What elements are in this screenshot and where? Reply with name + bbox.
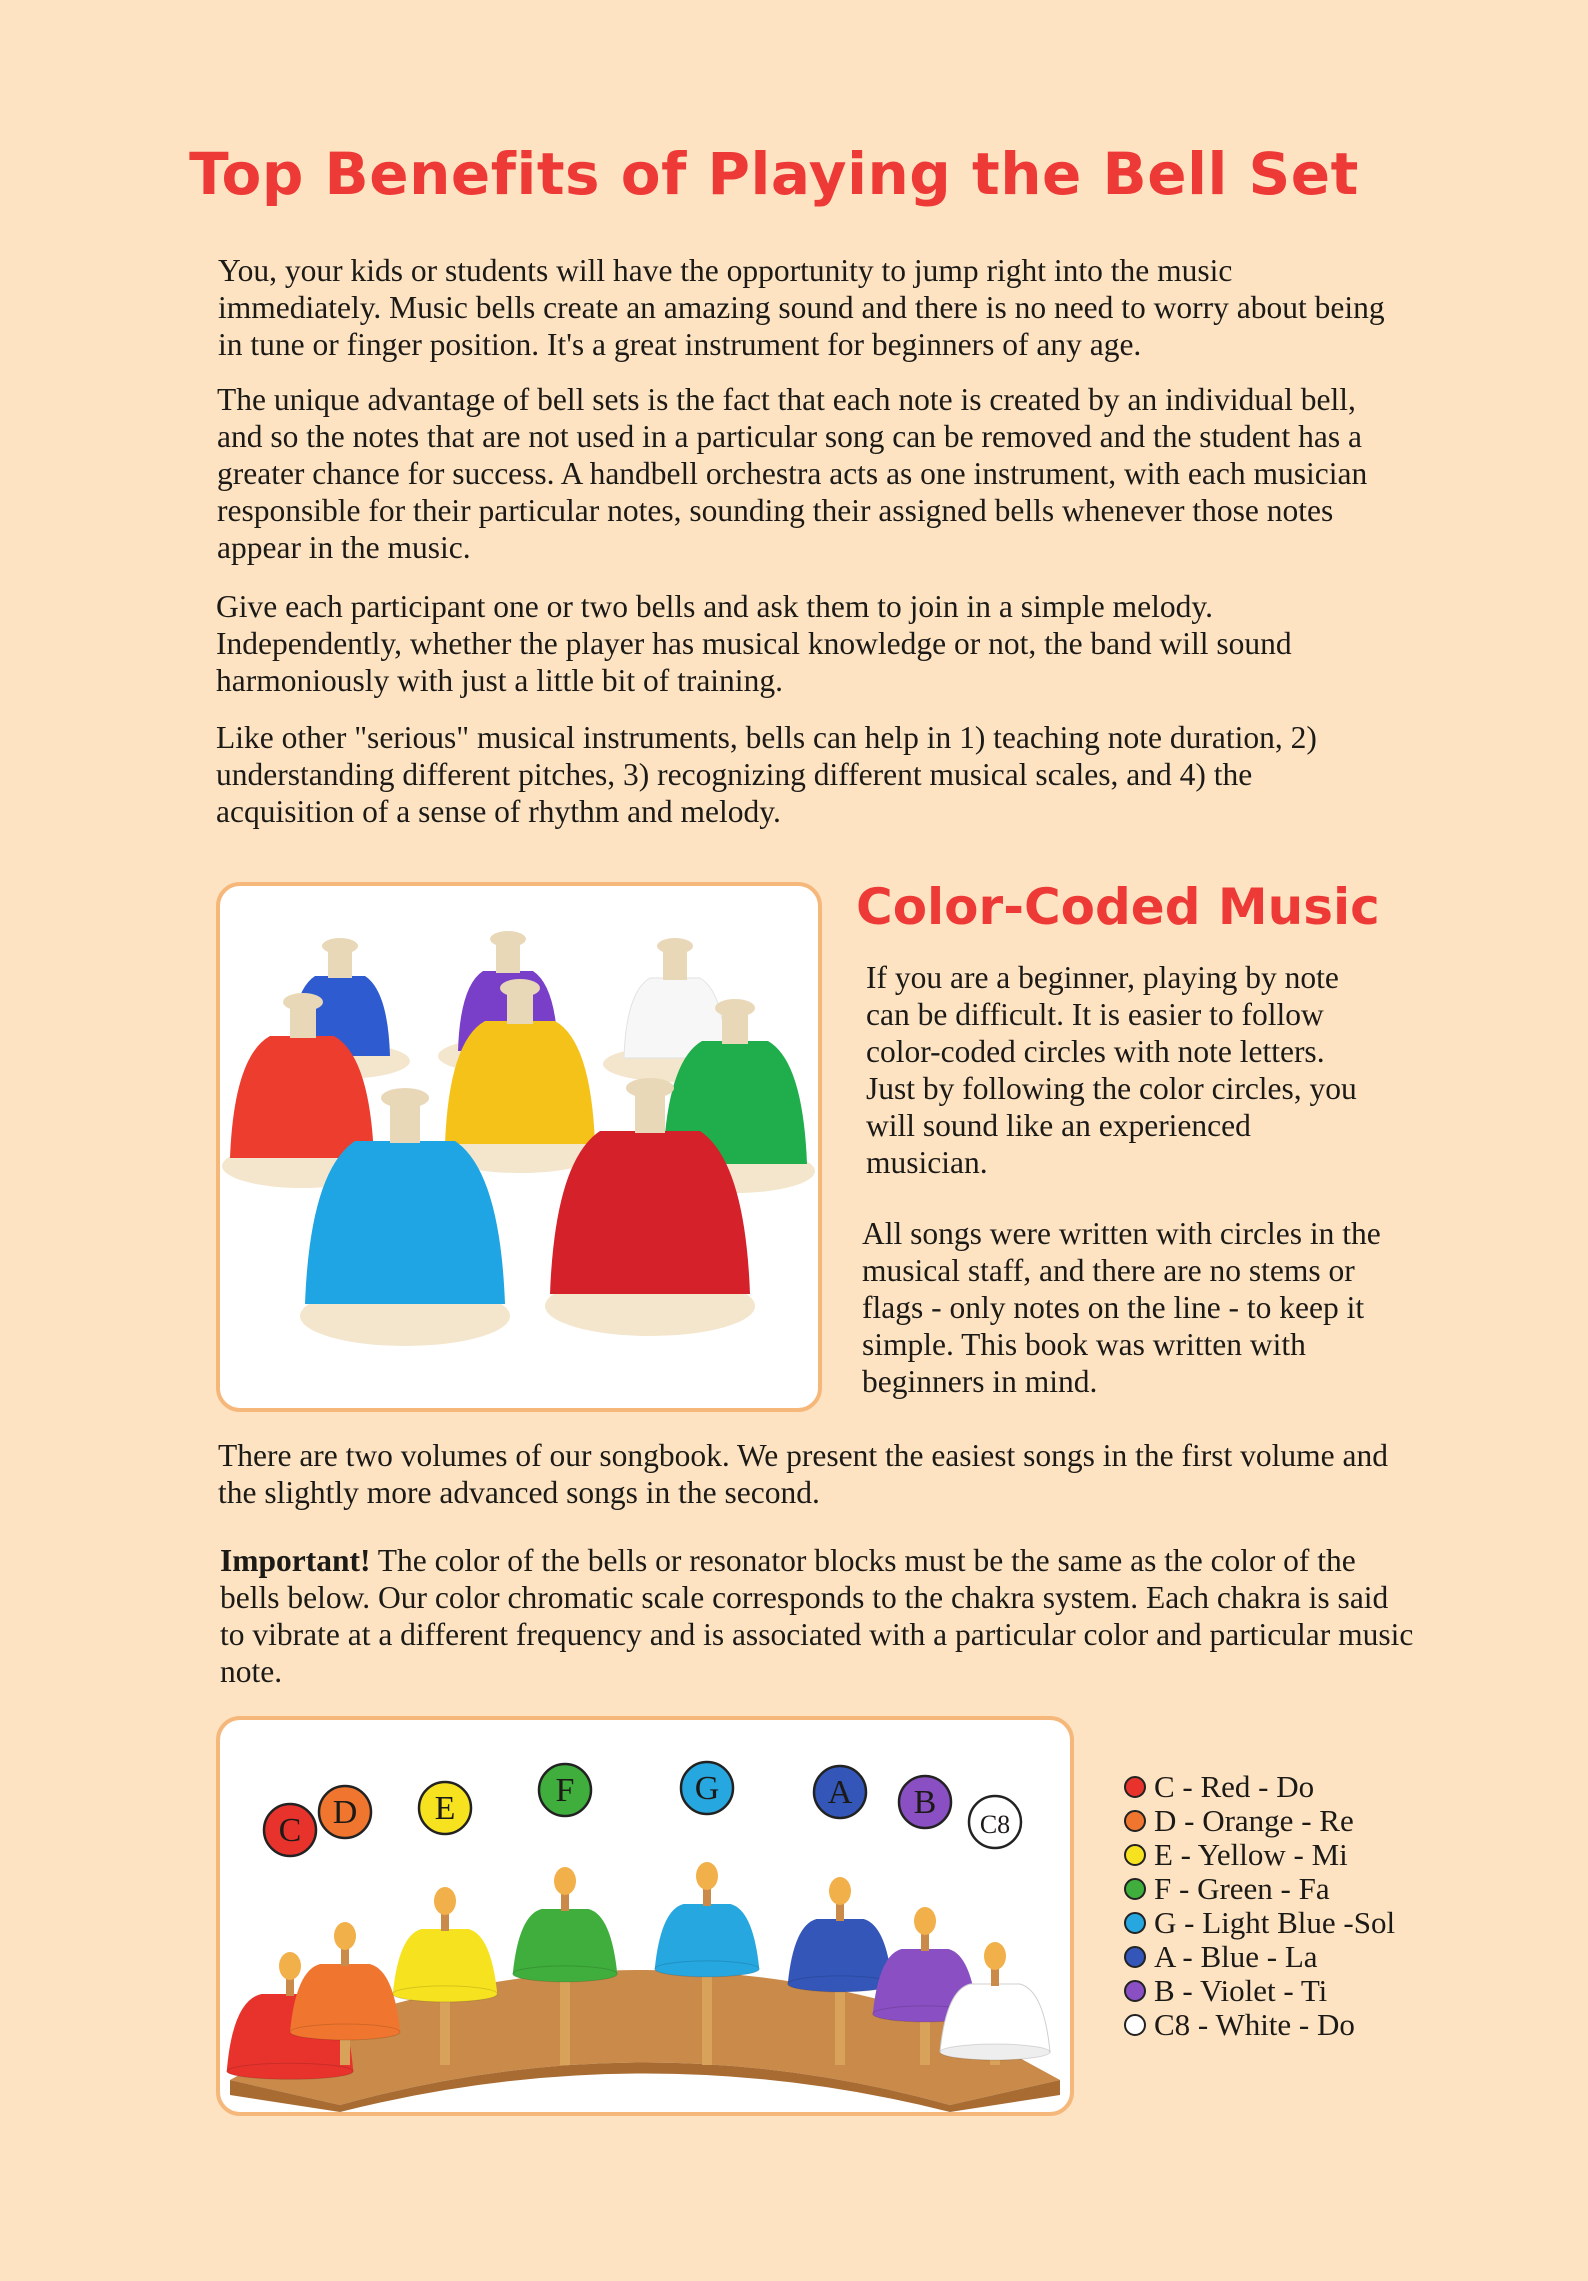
legend-item <box>1124 1770 1395 1804</box>
note-letter: C <box>278 1812 302 1849</box>
participants-paragraph: Give each participant one or two bells and ask them to join in a simple melody. Independently, whether the player has musical knowledge or not, the band will sound harmoniously with just a little bit of training. <box>216 589 1292 698</box>
legend-label: F - Green - Fa <box>1154 1871 1330 1906</box>
legend-item <box>1124 1872 1395 1906</box>
advantage-paragraph: The unique advantage of bell sets is the fact that each note is created by an individual bell, and so the notes that are not used in a particular song can be removed and the student has a greater chance for success. A handbell orchestra acts as one instrument, with each musician responsible for their particular notes, sounding their assigned bells whenever those notes appear in the music. <box>217 382 1368 565</box>
legend-item <box>1124 1838 1395 1872</box>
color-dot-icon <box>1124 1912 1146 1934</box>
legend-label: D - Orange - Re <box>1154 1803 1354 1838</box>
note-letter: C8 <box>979 1810 1011 1839</box>
legend-item <box>1124 2008 1395 2042</box>
handbells-illustration <box>220 1720 1070 2112</box>
important-paragraph <box>220 1542 1420 1690</box>
color-dot-icon <box>1124 1844 1146 1866</box>
color-dot-icon <box>1124 1878 1146 1900</box>
desk-bells-photo <box>216 882 822 1412</box>
legend-label: B - Violet - Ti <box>1154 1973 1328 2008</box>
section-title: Color-Coded Music <box>856 878 1380 936</box>
legend-label: A - Blue - La <box>1154 1939 1318 1974</box>
note-letter: G <box>694 1770 720 1807</box>
legend-label: C8 - White - Do <box>1154 2007 1355 2042</box>
legend-label: G - Light Blue -Sol <box>1154 1905 1396 1940</box>
color-dot-icon <box>1124 1776 1146 1798</box>
note-letter: E <box>434 1790 456 1827</box>
legend-label: E - Yellow - Mi <box>1154 1837 1348 1872</box>
color-dot-icon <box>1124 2014 1146 2036</box>
page-title: Top Benefits of Playing the Bell Set <box>189 140 1359 208</box>
legend-item <box>1124 1940 1395 1974</box>
desk-bells-illustration <box>220 886 818 1408</box>
handbells-photo <box>216 1716 1074 2116</box>
note-letter: A <box>827 1774 853 1811</box>
note-letter: D <box>332 1794 358 1831</box>
color-dot-icon <box>1124 1946 1146 1968</box>
legend-item <box>1124 1974 1395 2008</box>
staff-paragraph: All songs were written with circles in the musical staff, and there are no stems or flags - only notes on the line - to keep it simple. This book was written with beginners in mind. <box>862 1216 1381 1399</box>
color-dot-icon <box>1124 1980 1146 2002</box>
legend-item <box>1124 1804 1395 1838</box>
volumes-paragraph: There are two volumes of our songbook. We present the easiest songs in the first volume and the slightly more advanced songs in the second. <box>218 1438 1388 1510</box>
important-label: Important! <box>220 1543 371 1578</box>
beginner-paragraph: If you are a beginner, playing by note can be difficult. It is easier to follow color-coded circles with note letters. Just by following the color circles, you will sound like an experienced musician. <box>866 960 1357 1180</box>
important-text: The color of the bells or resonator blocks must be the same as the color of the bells below. Our color chromatic scale corresponds to the chakra system. Each chakra is said to vibrate at a different frequency and is associated with a particular color and particular music note. <box>220 1543 1414 1689</box>
legend-label: C - Red - Do <box>1154 1769 1315 1804</box>
handbell-c8 <box>940 1796 1050 2065</box>
intro-paragraph: You, your kids or students will have the opportunity to jump right into the music immediately. Music bells create an amazing sound and there is no need to worry about being in tune or finger position. It's a great instrument for beginners of any age. <box>218 253 1385 362</box>
learning-paragraph: Like other "serious" musical instruments, bells can help in 1) teaching note duration, 2) understanding different pitches, 3) recognizing different musical scales, and 4) the acquisition of a sense of rhythm and melody. <box>216 720 1317 829</box>
color-legend <box>1124 1770 1395 2042</box>
color-dot-icon <box>1124 1810 1146 1832</box>
note-letter: F <box>555 1772 575 1809</box>
note-letter: B <box>913 1784 937 1821</box>
legend-item <box>1124 1906 1395 1940</box>
